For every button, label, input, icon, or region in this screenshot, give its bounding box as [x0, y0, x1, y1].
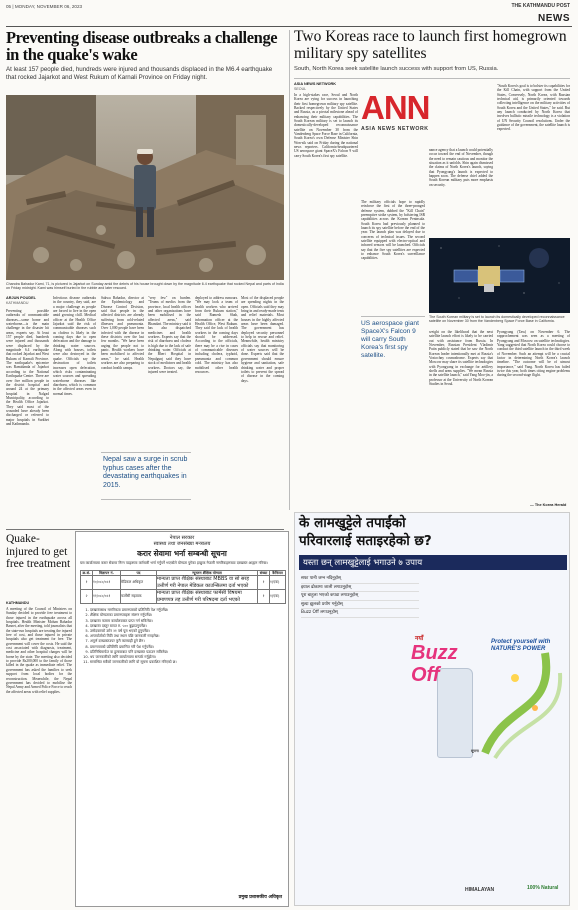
table-cell: १०/०८०/०८१ [93, 576, 121, 590]
ad-tip: पूरा बाहुला भएको कपडा लगाउनुहोस् [301, 592, 419, 601]
ad-notice-title: सूचना [471, 749, 479, 753]
story3-column-4: "South Korea's goal is to bolster its capabilities for the Kill Chain, with support from the United States, Conversely, North Korea, with Russian technical aid, is primarily oriented towards collecting intelligence on the military activities of South Korea and the United States," he said. But any launch conducted by North Korea that involves ballistic missile technology is a violation of UN Security Council resolutions. Under the guidance of the government, the satellite launch is expected. [497, 84, 570, 132]
story1-byline: ARJUN POUDEL [6, 296, 36, 300]
story1-column-1: Preventing possible outbreaks of communicable diseases—some borne and waterborne—is the main challenge in the disaster hit areas, experts say. At least 157 people died, hundreds were injured and thousands were displaced by the magnitude 6.4 earthquake that rocked Jajarkot and West Rukum of Karnali Province. The earthquake's epicentre was Ramidanda of Jajarkot according to the National Earthquake Centre. There are over five million people in the district hospital and around 24 at the primary hospital in Nalgad Municipality, according to the Health Office Jajarkot. They said most of the wounded have already been discharged or referred to major hospitals in Surkhet and Kathmandu. [6, 309, 49, 426]
notice-title: करार सेवामा भर्ना सम्बन्धी सूचना [137, 549, 227, 558]
story1-pullquote: Nepal saw a surge in scrub typhus cases after the devastating earthquakes in 2015. [103, 456, 188, 489]
ad-tagline: Protect yourself with NATURE'S POWER [491, 639, 551, 652]
table-row [81, 590, 286, 604]
story3-dateline: SEOUL [294, 87, 307, 91]
story3-photo-caption: The South Korean military is set to launch its domestically developed reconnaissance satellite on November 30 from the Vandenberg Space Force Base in California. [429, 315, 565, 324]
story1-column-2: Infectious disease outbreaks in the country, they said, are a major challenge as people are forced to live in the open amid growing chill. Medical officer at the Health Office Jajarkot said the risk of communicable diseases such as cholera is likely in the coming days due to open defecation and the damage to drinking water sources. Along with houses, toilets were also destroyed in the quake. Officials say the destruction of toilets increases open defecation, which risks contaminating water sources and spreading waterborne diseases like diarrhoea, which is common in the affected areas even in normal times. [53, 296, 96, 396]
story3-deck: South, North Korea seek satellite launch success with support from US, Russia. [294, 66, 499, 72]
story2-dateline: KATHMANDU [6, 601, 30, 605]
notice-conditions [90, 608, 284, 665]
story3-column-6: Pyongyang (Tass) on November 6. The rapprochement was seen as a meeting of Pyongyang and Moscow on satellite technologies. Yang suggested that North Korea could choose to conduct the third satellite launch in the third week of November. Such an attempt will be a crucial factor in determining North Korea's launch timeline. "The outcome will be of utmost importance," said Yang. North Korea has failed twice this year, both times citing engine problems during the second-stage flight. [497, 330, 570, 378]
story3-credit: — The Korea Herald [530, 503, 567, 507]
mosquito-repellent-ad [294, 512, 570, 906]
notice-condition: 3. दरखास्त फाराम कार्यालयबाट प्राप्त गर्न सकिनेछ। [90, 619, 284, 624]
table-row [81, 576, 286, 590]
table-cell: १(एक) [270, 590, 286, 604]
table-cell: २ [81, 590, 93, 604]
ad-tip: Buzz Off लगाउनुहोस् [301, 609, 419, 618]
story2-body: A meeting of the Council of Ministers on Sunday decided to provide free treatment to those injured in the earthquake across all hospitals. Health Minister Mohan Bahadur Basnet, after the meeting, told journalists that the state-run hospitals are treating the injured free of cost, and those injured in private hospitals also get treatment for free. The government will cover the costs. He said the cost associated with diagnosis, treatment, medicine and other hospital charges will be borne by the state. The meeting also decided to provide Rs200,000 to the family of those killed in the quake as immediate relief. The government has asked the families to seek support from local bodies for the reconstruction. Meanwhile, the Nepal government has decided to mobilise the Nepal Army and Armed Police Force to reach the affected areas with relief supplies. [6, 607, 72, 694]
story3-column-3: nance agency that a launch could potentially occur toward the end of November, though the need to remain cautious and monitor the situation as it unfolds. Shin again dismissed the claims of North Korea's launch, saying that Pyongyang's launch is expected to happen soon. The defense chief added the South Korean military puts more emphasis on security. [429, 148, 493, 187]
ad-subline: यस्ता छन् लामखुट्टेलाई भगाउने ७ उपाय [299, 555, 567, 570]
notice-col-header: पद [121, 570, 157, 576]
story3-deck-rule [294, 78, 570, 79]
earthquake-rubble-photo [6, 95, 284, 280]
story1-column-3: Sakwa Bahadur, director at the Epidemiology and Disease Control Division, said that people in the affected districts are already suffering from cold-related illnesses and pneumonia. Over 1,000 people have been infected with the disease in these districts over the last few months. "We have been urging the people not to panic. Health workers have been mobilised to affected areas," he said. Health workers are also preparing to conduct health camps. [101, 296, 144, 370]
table-cell: १(एक) [270, 576, 286, 590]
notice-condition: 6. अन्तर्वार्ताको मिति तथा स्थान पछि जानकारी गराइनेछ। [90, 634, 284, 639]
story1-column-4: "very few" on burden. "Teams of medics from the province, local health offices and other organisations have been mobilised in the affected areas," said Bhandari. The ministry said it has also dispatched medicines and health workers. Experts say that the risk of diarrhoea and cholera is high due to the lack of safe drinking water. Officials at the Bheri Hospital in Nepalgunj said they have stock of medicines and health workers. Doctors say, the injured were treated. [148, 296, 191, 374]
table-cell: मान्यता प्राप्त शैक्षिक संस्थाबाट MBBS वा सो सरह उत्तीर्ण गरी नेपाल मेडिकल काउन्सिलमा दर्ता भएको [157, 576, 258, 590]
notice-condition: 2. शैक्षिक योग्यताका प्रमाणपत्रहरू संलग्न गर्नुपर्नेछ। [90, 613, 284, 618]
masthead-rule [6, 26, 572, 27]
notice-condition: 9. प्रतिनिधिमार्फत वा हुलाकबाट पनि दरखास्त पठाउन सकिनेछ। [90, 650, 284, 655]
story3-pull-quote-box [361, 316, 425, 371]
story3-pullquote: US aerospace giant SpaceX's Falcon 9 will carry South Korea's first spy satellite. [361, 320, 419, 359]
table-cell: मेडिकल अधिकृत [121, 576, 157, 590]
notice-org-2: स्वास्थ्य तथा जनसंख्या मन्त्रालय [153, 541, 211, 547]
notice-condition: 4. दरखास्त दस्तुर बापत रु. ५०० बुझाउनुपर्नेछ। [90, 624, 284, 629]
ann-logo-subtitle: ASIA NEWS NETWORK [361, 126, 429, 132]
story1-divider [6, 529, 284, 530]
notice-table [80, 570, 286, 605]
notice-col-header: न्यूनतम शैक्षिक योग्यता [157, 570, 258, 576]
ad-headline-2: परिवारलाई सताइरहेको छ? [299, 533, 432, 549]
notice-col-header: संख्या [258, 570, 270, 576]
notice-org-1: नेपाल सरकार [169, 535, 195, 541]
ad-notice [471, 749, 565, 839]
ann-logo-mark: ANN [361, 89, 430, 126]
ad-footer-left: HIMALAYAN [465, 887, 495, 893]
notice-condition: 11. सम्बन्धित सबैको जानकारीको लागि यो सूचना प्रकाशित गरिएको छ। [90, 660, 284, 665]
story1-headline: Preventing disease outbreaks a challenge in the quake's wake [6, 28, 278, 64]
story1-dateline: KATHMANDU [6, 301, 29, 305]
notice-col-header: विज्ञापन नं. [93, 570, 121, 576]
brand-badge: नयाँ [415, 636, 424, 642]
table-cell: १ [81, 576, 93, 590]
story1-column-3b [101, 390, 144, 450]
story3-column-1: In a high-stakes race, Seoul and North Korea are vying for success in launching their first homegrown military spy satellite. Backed respectively by the United States and Russia, as a pivotal milestone ahead of enhancing their military capabilities. The South Korean military is set to launch its domestically-developed reconnaissance satellite on November 30 from the Vandenberg Space Force Base in California, South Korea's own Defense Minister Shin Won-sik said on Friday during the national news reporters. California-headquartered US aerospace giant SpaceX's Falcon 9 will carry South Korea's first spy satellite. [294, 93, 358, 158]
rubble-image [6, 95, 284, 280]
table-cell: फार्मेसी सहायक [121, 590, 157, 604]
ad-tip: सुत्दा झुलको प्रयोग गर्नुहोस् [301, 601, 419, 610]
notice-condition: 10. थप जानकारीको लागि कार्यालयमा सम्पर्क गर्नुहोला। [90, 655, 284, 660]
column-divider-left [289, 30, 290, 510]
notice-condition: 1. दरखास्तसाथ नागरिकता प्रमाणपत्रको प्रतिलिपि पेश गर्नुपर्नेछ। [90, 608, 284, 613]
ann-logo [361, 84, 461, 154]
satellite-image [429, 238, 570, 313]
government-notice [75, 531, 289, 907]
page-date: 05 | MONDAY, NOVEMBER 06, 2023 [6, 4, 83, 9]
newspaper-name: THE KATHMANDU POST [511, 3, 570, 9]
ad-tips [301, 575, 419, 618]
pull-quote-box [101, 452, 191, 500]
section-label: NEWS [538, 13, 570, 24]
story3-column-2b [361, 375, 425, 510]
brand-logo: Buzz Off [411, 642, 458, 686]
table-cell: १ [258, 576, 270, 590]
notice-condition: 7. अपूर्ण दरखास्तउपर कुनै कारबाही हुने छैन। [90, 639, 284, 644]
ad-tip: झ्याल ढोकामा जाली लगाउनुहोस् [301, 584, 419, 593]
notice-condition: 8. प्रमाणपत्रको प्रतिलिपि प्रमाणित गरी पेश गर्नुपर्नेछ। [90, 645, 284, 650]
table-cell: मान्यता प्राप्त शैक्षिक संस्थाबाट फार्मेसी विषयमा प्रमाणपत्र तह उत्तीर्ण गरी परिषदमा दर्ता भएको [157, 590, 258, 604]
story1-column-6: Most of the displaced people are spending nights in the open. Officials said they may bring in and ready-made tents and relief materials. Most houses in the highly affected areas have been damaged. The government has deployed security personnel to help in rescue and relief. Meanwhile, health ministry officials say that monitoring of water sources will be done. Experts said that the government should ensure hygiene and sanitation, safe drinking water and proper toilets to prevent the spread of disease in the coming days. [241, 296, 284, 383]
table-cell: ११/०८०/०८१ [93, 590, 121, 604]
story3-byline: ASIA NEWS NETWORK [294, 82, 337, 86]
notice-intro: यस कार्यालयमा करार सेवामा निम्न पदहरूमा कर्मचारी भर्ना गर्नुपर्ने भएकोले योग्यता पुगेका इच्छुक नेपाली नागरिकहरूबाट दरखास्त आह्वान गरिन्छ। [80, 561, 268, 565]
story1-photo-caption: Chandra Bahadur Kami, 71, is pictured in Jajarkot on Sunday amid the debris of his house brought down by the magnitude 6.4 earthquake that rocked Nepal and parts of India on Friday midnight. Kami was himself buried in the rubble and later rescued. [6, 282, 284, 291]
story3-headline: Two Koreas race to launch first homegrown military spy satellites [294, 28, 567, 62]
notice-col-header: कैफियत [270, 570, 286, 576]
ad-footer-right: 100% Natural [527, 885, 559, 891]
table-cell: १ [258, 590, 270, 604]
notice-signature: प्रमुख प्रशासकीय अधिकृत [238, 895, 282, 900]
story3-column-2: The military officials hope to rapidly reinforce the first of the three-pronged defense system, dubbed the "Kill Chain" preemptive strike system, by bolstering ISR capabilities across the Korean Peninsula. South Korea had previously planned to launch its spy satellite before the end of the year. The launch plan was delayed due to concerns of technical issues. The second satellite equipped with electro-optical and infrared sensors will be launched. Officials say that the five spy satellites are expected to enhance South Korea's surveillance capabilities. [361, 200, 425, 261]
story3-column-1b [294, 315, 358, 400]
ad-tip: सफा पानी जम्न नदिनुहोस् [301, 575, 419, 584]
story1-column-5: deployed to address rumours. "We may look a team of health workers who arrived from their Rukum station," said Ramesh Shah, information officer at the Health Office, West Rukum. They said the lack of health workers in the coming days should be addressed. According to the officials, there may be a rise in cases of communicable diseases including cholera, typhoid, pneumonia and common cold. The ministry has also mobilised other health resources. [195, 296, 238, 374]
satellite-photo [429, 238, 570, 313]
notice-col-header: क्र.सं. [81, 570, 93, 576]
story2-headline: Quake-injured to get free treatment [6, 533, 71, 570]
story1-deck: At least 157 people died, hundreds were injured and thousands displaced in the M6.4 earthquake that rocked Jajarkot and West Rukum of Karnali Province on Friday night. [6, 66, 273, 81]
story3-column-5: weight on the likelihood that the next satellite launch effort is likely to be carried out with assistance from Russia. In November, Russian President Vladimir Putin publicly stated that he saw the North Korean leader intentionally met at Russia's Vostochny cosmodrome. Experts say that Moscow may share its satellite technologies with Pyongyang in exchange for artillery shells and arms supplies. "We mean Russia in the satellite launch," said Yang Moo-jin, a professor at the University of North Korean Studies in Seoul. [429, 330, 493, 387]
ad-headline-1: के लामखुट्टेले तपाईंको [299, 515, 406, 531]
notice-condition: 5. उम्मेदवारको उमेर २१ वर्ष पूरा भएको हुनुपर्नेछ। [90, 629, 284, 634]
